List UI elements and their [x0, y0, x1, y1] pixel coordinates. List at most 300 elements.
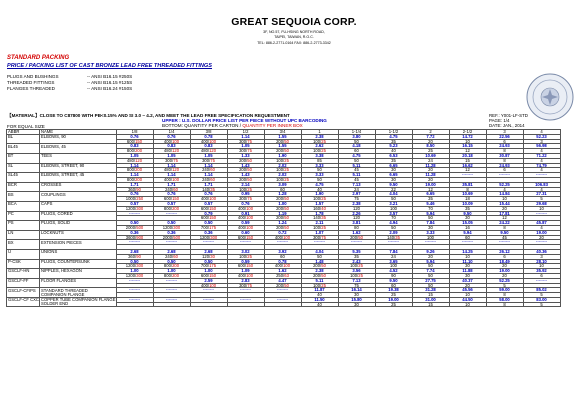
unit-price: -------- [190, 240, 227, 245]
item-abbr: GSCLF-FF [7, 278, 40, 283]
unit-price: 83.00 [523, 297, 560, 302]
packing-quantity: 140/35 [375, 235, 412, 240]
carton-quantity: 60 [354, 148, 359, 154]
unit-price: 1.71 [190, 182, 227, 187]
inner-box-quantity: 250 [136, 196, 144, 202]
column-header-size: 2-1/2 [449, 130, 486, 135]
unit-price: 1.14 [153, 173, 190, 178]
carton-quantity: 6 [503, 254, 506, 259]
carton-quantity: 250 [276, 273, 284, 278]
unit-price: 1.19 [264, 211, 301, 216]
inner-box-quantity: 75 [247, 139, 252, 144]
packing-quantity: 600/150 [227, 235, 264, 240]
inner-box-quantity: 300 [136, 206, 144, 211]
unit-price: 5.11 [338, 163, 375, 168]
unit-price: 3.21 [375, 201, 412, 206]
inner-box-quantity: 75 [247, 283, 252, 288]
inner-box-quantity: 40 [321, 206, 326, 211]
packing-quantity: 400/100 [190, 139, 227, 144]
carton-quantity: 300 [239, 283, 247, 288]
unit-price: 0.36 [190, 230, 227, 235]
packing-quantity: 480/120 [116, 158, 153, 163]
inner-box-quantity: 150 [209, 206, 217, 211]
unit-price: 9.26 [412, 249, 449, 254]
unit-price: 5.94 [449, 230, 486, 235]
carton-quantity: 200 [276, 139, 284, 144]
packing-quantity: 480/120 [190, 149, 227, 154]
inner-box-quantity: 90 [136, 254, 141, 259]
unit-price: -------- [227, 240, 264, 245]
unit-price: 1.78 [301, 211, 338, 216]
inner-box-quantity: 300 [210, 235, 218, 240]
material-note: 【MATERIAL】CLOSE TO C87800 WITH PB<0.15% AND SI 3.0 ~ 4.2, AND MEET THE LEAD FREE SPECIFICATION REQUESTMENT [7, 113, 290, 118]
carton-quantity: 50 [428, 283, 433, 288]
carton-quantity: 50 [428, 263, 433, 269]
carton-quantity: 8 [503, 292, 506, 298]
carton-quantity: 2000 [125, 225, 136, 230]
unit-price: -------- [523, 211, 560, 216]
packing-quantity: 300/75 [153, 158, 190, 163]
unit-price: 9.50 [375, 182, 412, 187]
carton-quantity: 35 [354, 254, 359, 259]
packing-quantity: 800/200 [153, 206, 190, 211]
inner-box-quantity: 100 [172, 177, 180, 182]
unit-price: -------- [153, 278, 190, 283]
carton-quantity: 240 [202, 177, 210, 182]
unit-price: 24.93 [486, 144, 523, 149]
inner-box-quantity: 100 [209, 283, 217, 288]
packing-quantity: 240/60 [153, 254, 190, 259]
unit-price: 1.00 [116, 269, 153, 274]
carton-quantity: 160 [313, 206, 321, 211]
inner-box-quantity: 75 [247, 148, 252, 154]
unit-price: 7.84 [375, 249, 412, 254]
inner-box-quantity: 120 [172, 148, 180, 154]
carton-quantity: 18 [465, 196, 470, 202]
unit-price: 9.50 [375, 278, 412, 283]
carton-quantity: 30 [465, 273, 470, 278]
inner-box-quantity: 25 [358, 263, 363, 269]
inner-box-quantity: 25 [284, 158, 289, 163]
carton-quantity: 1200 [125, 206, 136, 211]
carton-quantity: 1200 [162, 225, 173, 230]
carton-quantity: 4 [540, 187, 543, 192]
packing-quantity: 300/75 [227, 197, 264, 202]
unit-price: 44.50 [449, 297, 486, 302]
carton-quantity: 400 [163, 177, 171, 182]
packing-quantity: 400/100 [264, 235, 301, 240]
packing-quantity: 140/35 [301, 216, 338, 221]
item-name: NIPPLES, HEXAGON [39, 269, 116, 274]
carton-quantity: 600 [237, 235, 245, 240]
unit-price: 11.28 [412, 173, 449, 178]
unit-price: 6.53 [375, 153, 412, 158]
unit-price: 2.11 [301, 221, 338, 226]
inner-box-quantity: 25 [284, 177, 289, 182]
unit-price: 1.55 [264, 134, 301, 139]
carton-quantity: 600 [126, 139, 134, 144]
carton-quantity: 30 [354, 292, 359, 298]
carton-quantity: 360 [128, 254, 136, 259]
inner-box-quantity: 200 [172, 263, 180, 269]
unit-price: 1.14 [190, 173, 227, 178]
packing-quantity: 1000/250 [116, 197, 153, 202]
carton-quantity: 480 [200, 148, 208, 154]
carton-quantity: 200 [276, 206, 284, 211]
carton-quantity: 200 [350, 235, 358, 240]
standard-value: -- ANSI B16.24 #150S [87, 86, 133, 91]
unit-price: -------- [227, 297, 264, 302]
packing-quantity: 700/175 [190, 264, 227, 269]
packing-quantity: 100/25 [264, 177, 301, 182]
packing-quantity [375, 302, 412, 307]
unit-price: 1.14 [116, 173, 153, 178]
unit-price: 9.50 [486, 230, 523, 235]
unit-price: -------- [375, 240, 412, 245]
carton-quantity: 10 [502, 196, 507, 202]
inner-box-quantity: 100 [246, 215, 254, 221]
carton-quantity: 480 [163, 148, 171, 154]
carton-quantity: 60 [465, 235, 470, 240]
unit-price: 0.76 [153, 192, 190, 197]
unit-price: 6.65 [375, 163, 412, 168]
carton-quantity: 300 [165, 158, 173, 163]
packing-quantity: 200/50 [227, 158, 264, 163]
inner-box-quantity: 25 [321, 196, 326, 202]
item-abbr: PS [7, 221, 40, 226]
unit-price: 1.28 [264, 192, 301, 197]
carton-quantity: 4 [503, 187, 506, 192]
packing-quantity [190, 302, 227, 307]
carton-quantity: 35 [465, 206, 470, 211]
item-name: FLOOR FLANGES [39, 278, 116, 283]
carton-quantity: 4 [540, 158, 543, 163]
unit-price: 0.78 [264, 259, 301, 264]
item-name: STANDARD THREADED [39, 288, 116, 293]
carton-quantity: 20 [539, 235, 544, 240]
inner-box-quantity: 50 [321, 273, 326, 278]
unit-price: 40.37 [449, 278, 486, 283]
standard-label: THREADED FITTINGS [7, 80, 55, 85]
carton-quantity: 240 [202, 167, 210, 173]
packing-quantity: 400/100 [227, 225, 264, 230]
packing-quantity [264, 302, 301, 307]
packing-quantity: 160/40 [301, 206, 338, 211]
unit-price: -------- [227, 288, 264, 293]
unit-price: 58.00 [486, 297, 523, 302]
unit-price: 1.90 [264, 153, 301, 158]
carton-quantity: 20 [428, 167, 433, 173]
packing-quantity: 400/100 [227, 273, 264, 278]
item-name: CAPS [39, 201, 116, 206]
carton-quantity: 200 [276, 196, 284, 202]
packing-quantity [116, 302, 153, 307]
unit-price: 18.49 [486, 259, 523, 264]
item-abbr: BL45 [7, 144, 40, 149]
carton-quantity: 200 [239, 177, 247, 182]
carton-quantity: 10 [465, 139, 470, 144]
carton-quantity: 5 [503, 283, 506, 288]
carton-quantity: 30 [391, 167, 396, 173]
carton-quantity: 200 [276, 148, 284, 154]
carton-quantity: 1000 [125, 196, 136, 202]
packing-quantity: 800/200 [116, 149, 153, 154]
item-abbr: BT [7, 153, 40, 158]
item-abbr: GSCLF-CF CXC [8, 297, 39, 303]
carton-quantity: 24 [354, 187, 359, 192]
unit-price: -------- [190, 297, 227, 302]
carton-quantity: 50 [354, 158, 359, 163]
unit-price: 28.10 [523, 259, 560, 264]
packing-quantity: 600/150 [190, 216, 227, 221]
unit-price: 5.94 [412, 259, 449, 264]
unit-price: 19.00 [375, 297, 412, 302]
unit-price: 59.00 [486, 288, 523, 293]
carton-quantity: 24 [391, 254, 396, 259]
unit-price: 0.79 [190, 211, 227, 216]
inner-box-quantity: 25 [247, 254, 252, 259]
unit-price: 8.50 [412, 144, 449, 149]
document-title: PRICE / PACKING LIST OF CAST BRONZE LEAD FREE THREADED FITTINGS [7, 63, 213, 69]
standard-value: -- ANSI B16.15 #250S [87, 74, 133, 79]
unit-price: 26.12 [486, 249, 523, 254]
unit-price: 22.56 [486, 134, 523, 139]
carton-quantity: 22 [391, 187, 396, 192]
unit-price: 4.94 [375, 221, 412, 226]
carton-quantity: 8 [503, 158, 506, 163]
inner-box-quantity: 150 [246, 235, 254, 240]
inner-box-quantity: 60 [210, 167, 215, 173]
packing-quantity [412, 302, 449, 307]
item-abbr-spacer [7, 302, 40, 307]
inner-box-quantity: 150 [209, 273, 217, 278]
item-name: PLUGS, CORED [39, 211, 116, 216]
packing-quantity: 100/25 [301, 197, 338, 202]
carton-quantity: 300 [313, 235, 321, 240]
carton-quantity: 100 [390, 206, 397, 211]
unit-price: 0.83 [153, 144, 190, 149]
inner-box-quantity: 25 [321, 225, 326, 230]
packing-quantity: 700/175 [190, 225, 227, 230]
carton-quantity: 5 [540, 302, 543, 307]
carton-quantity: 60 [280, 187, 285, 192]
unit-price: 45.56 [449, 288, 486, 293]
item-name: LOCKNUTS [39, 230, 116, 235]
unit-price: 45.87 [523, 221, 560, 226]
unit-price: 11.50 [301, 297, 338, 302]
unit-price: 5.11 [338, 173, 375, 178]
unit-price: 1.71 [153, 182, 190, 187]
unit-price: 0.83 [190, 144, 227, 149]
unit-price: 56.98 [523, 144, 560, 149]
carton-quantity: 800 [163, 206, 171, 211]
carton-quantity: 30 [354, 302, 359, 307]
carton-quantity: 75 [354, 196, 359, 202]
inner-box-quantity: 25 [321, 148, 326, 154]
item-abbr: BS [7, 192, 40, 197]
carton-quantity: 45 [354, 177, 359, 182]
unit-price: -------- [523, 240, 560, 245]
carton-quantity: 10 [539, 263, 544, 269]
unit-price: 11.28 [412, 163, 449, 168]
carton-quantity: 35 [428, 196, 433, 202]
unit-price: -------- [523, 278, 560, 283]
unit-price: 3.33 [412, 230, 449, 235]
carton-quantity: 3 [540, 139, 543, 144]
carton-quantity: 600 [200, 273, 208, 278]
carton-quantity: 50 [317, 254, 322, 259]
inner-box-quantity: 50 [284, 215, 289, 221]
unit-price: 3.57 [375, 211, 412, 216]
unit-price: 1.33 [227, 153, 264, 158]
packing-quantity: 200/50 [301, 273, 338, 278]
carton-quantity: 600 [200, 215, 208, 221]
packing-quantity: 400/100 [153, 177, 190, 182]
packing-quantity: 240/60 [190, 177, 227, 182]
unit-price: 0.59 [227, 221, 264, 226]
inner-box-quantity: 50 [284, 225, 289, 230]
unit-price: -------- [301, 240, 338, 245]
item-abbr: BL [7, 134, 40, 139]
unit-price: 2.97 [338, 192, 375, 197]
unit-price: 52.25 [486, 278, 523, 283]
unit-price: 1.00 [264, 201, 301, 206]
unit-price: 2.62 [301, 144, 338, 149]
unit-price: 14.25 [449, 249, 486, 254]
carton-quantity: 400 [274, 235, 282, 240]
inner-box-quantity: 175 [209, 263, 217, 269]
inner-box-quantity: 100 [246, 225, 254, 230]
unit-price: 0.57 [153, 201, 190, 206]
item-abbr: BCA [7, 201, 40, 206]
standard-threaded-fittings [7, 80, 133, 85]
inner-box-quantity: 100 [283, 235, 291, 240]
unit-price: -------- [116, 240, 153, 245]
unit-price: 1.00 [190, 269, 227, 274]
carton-quantity: 300 [239, 196, 247, 202]
unit-price: 0.57 [190, 201, 227, 206]
unit-price: 4.04 [375, 192, 412, 197]
standard-label: FLANGES THREADED [7, 86, 55, 91]
carton-quantity: 480 [163, 167, 171, 173]
inner-box-quantity: 50 [247, 158, 252, 163]
unit-price: 16.15 [449, 144, 486, 149]
item-abbr: GSCLF-CFIPS [7, 288, 40, 293]
packing-quantity: 100/25 [227, 187, 264, 192]
packing-quantity: 240/60 [190, 168, 227, 173]
packing-quantity: 400/100 [153, 139, 190, 144]
unit-price: 1.57 [301, 201, 338, 206]
unit-price: 14.72 [449, 134, 486, 139]
packing-quantity: 360/90 [116, 187, 153, 192]
unit-price: 3.09 [264, 182, 301, 187]
carton-quantity: 240 [165, 254, 173, 259]
carton-quantity: 100 [350, 273, 358, 278]
packing-quantity: 200/50 [301, 264, 338, 269]
carton-quantity: 30 [428, 225, 433, 230]
unit-price: 17.81 [486, 211, 523, 216]
carton-quantity: 3 [540, 254, 543, 259]
carton-quantity: 240 [165, 187, 173, 192]
unit-price: 35.81 [449, 182, 486, 187]
column-header-size: 1 [301, 130, 338, 135]
unit-price: 3.38 [301, 153, 338, 158]
inner-box-quantity: 200 [135, 148, 143, 154]
item-name: PLUGS, SOLID [39, 221, 116, 226]
unit-price: 3.33 [301, 163, 338, 168]
unit-price: 2.38 [301, 134, 338, 139]
carton-quantity: 12 [428, 187, 433, 192]
carton-quantity: 40 [317, 292, 322, 298]
unit-price: 1.14 [153, 163, 190, 168]
carton-quantity: 2000 [162, 235, 173, 240]
upper-price-note: UPPER : U.S. DOLLAR PRICE LIST PER PIECE WITHOUT UPC BARCODING [162, 118, 327, 123]
unit-price: 0.50 [153, 259, 190, 264]
unit-price: 5.94 [412, 211, 449, 216]
unit-price: 7.13 [338, 182, 375, 187]
unit-price: 1.48 [301, 259, 338, 264]
packing-quantity: 1200/300 [153, 225, 190, 230]
company-contact: TEL: 886-2-2771-0164 FAX: 886-2-2773-3342 [257, 41, 331, 45]
carton-quantity: 300 [202, 158, 210, 163]
unit-price: 4.52 [375, 269, 412, 274]
unit-price: 1.05 [153, 153, 190, 158]
unit-price: 27.31 [523, 192, 560, 197]
unit-price: 3.80 [338, 134, 375, 139]
unit-price: 1.62 [264, 269, 301, 274]
carton-quantity: 400 [237, 273, 245, 278]
unit-price: 1.14 [116, 163, 153, 168]
unit-price: 19.38 [375, 288, 412, 293]
standard-plugs-bushings [7, 74, 133, 79]
inner-box-quantity: 100 [246, 273, 254, 278]
carton-quantity: 35 [391, 158, 396, 163]
unit-price: 0.76 [116, 192, 153, 197]
packing-quantity: 200/50 [264, 197, 301, 202]
unit-price: 0.95 [227, 192, 264, 197]
packing-quantity: 200/50 [264, 139, 301, 144]
unit-price: -------- [116, 278, 153, 283]
unit-price: 1.07 [301, 230, 338, 235]
carton-quantity: 35 [391, 139, 396, 144]
item-name: ELBOWS, 90 [39, 134, 116, 139]
packing-quantity: 100/25 [264, 158, 301, 163]
carton-quantity: 600 [200, 206, 208, 211]
unit-price: 14.84 [486, 192, 523, 197]
packing-quantity: 2000/500 [153, 235, 190, 240]
packing-quantity: 480/120 [153, 168, 190, 173]
unit-price: 0.83 [116, 144, 153, 149]
carton-quantity: 1200 [199, 235, 210, 240]
column-header-size: 1-1/2 [375, 130, 412, 135]
inner-box-quantity: 63 [284, 273, 289, 278]
unit-price: 2.68 [116, 249, 153, 254]
carton-quantity: 25 [391, 292, 396, 298]
unit-price: 1.00 [153, 269, 190, 274]
table-row-quantity [7, 302, 561, 307]
packing-quantity: 100/25 [301, 139, 338, 144]
column-header-name: NAME [39, 130, 116, 135]
packing-quantity: 300/75 [301, 235, 338, 240]
unit-price: 1.14 [190, 163, 227, 168]
column-header-size: 1/2 [227, 130, 264, 135]
unit-price: 5.35 [338, 249, 375, 254]
table-body [7, 134, 561, 307]
carton-quantity: 100 [427, 235, 434, 240]
item-name-line2: COMPANION FLANGE [39, 293, 116, 298]
unit-price: 7.13 [338, 278, 375, 283]
inner-box-quantity: 50 [358, 235, 363, 240]
